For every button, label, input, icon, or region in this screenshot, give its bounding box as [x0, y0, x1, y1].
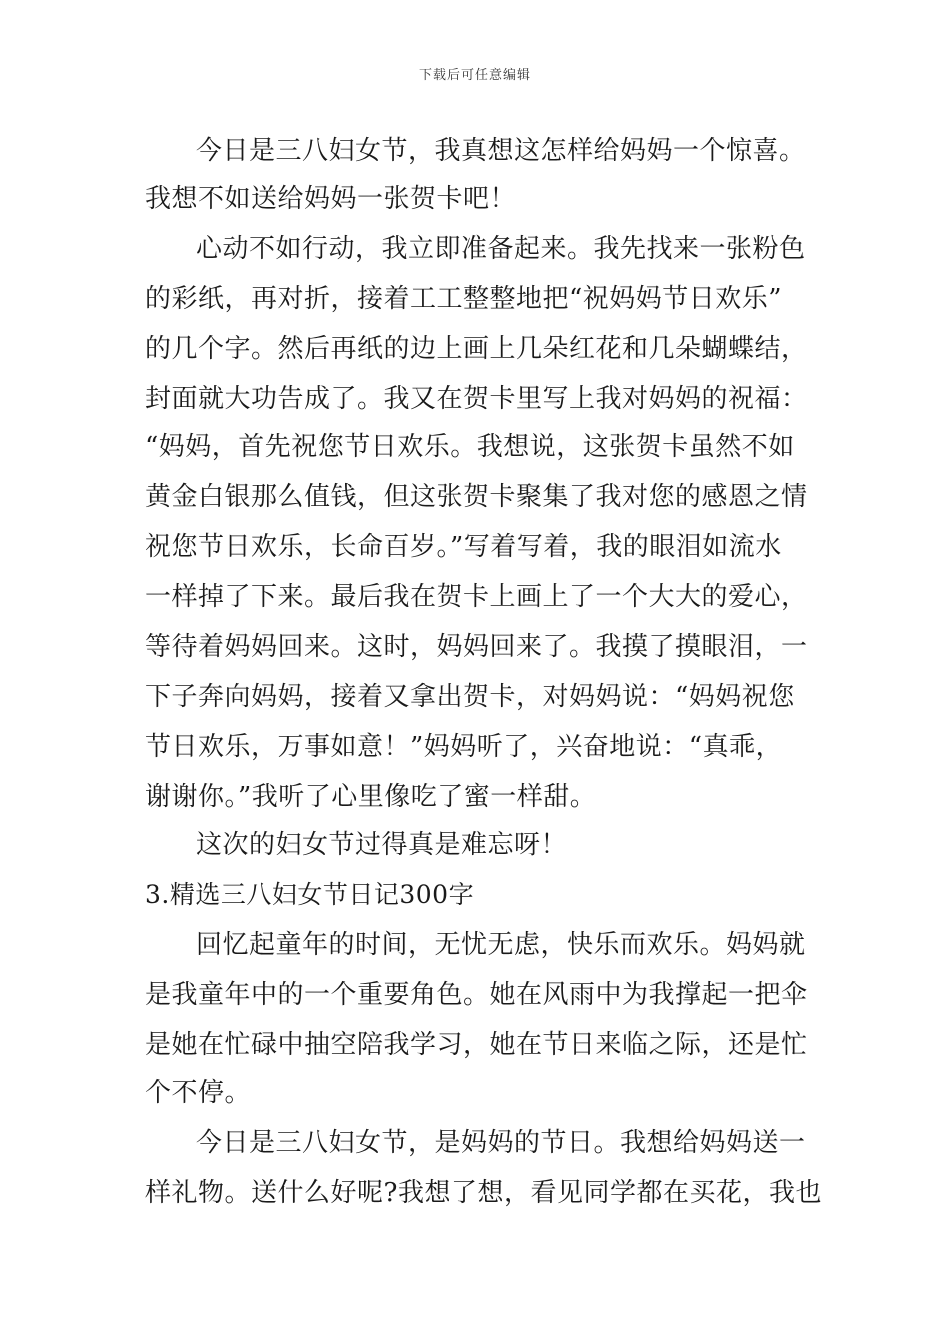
text-line: 是我童年中的一个重要角色。她在风雨中为我撑起一把伞 — [145, 980, 808, 1010]
text-line: 心动不如行动，我立即准备起来。我先找来一张粉色 — [196, 234, 806, 264]
text-line: 的几个字。然后再纸的边上画上几朵红花和几朵蝴蝶结， — [145, 334, 808, 364]
text-line: 的彩纸，再对折，接着工工整整地把“祝妈妈节日欢乐” — [145, 284, 783, 314]
text-line: 个不停。 — [145, 1078, 252, 1108]
text-line: 等待着妈妈回来。这时，妈妈回来了。我摸了摸眼泪，一 — [145, 632, 808, 662]
text-line: 祝您节日欢乐，长命百岁。”写着写着，我的眼泪如流水 — [145, 532, 782, 562]
page-header-note: 下载后可任意编辑 — [418, 68, 531, 83]
text-line: 回忆起童年的时间，无忧无虑，快乐而欢乐。妈妈就 — [196, 930, 806, 960]
text-line: 谢谢你。”我听了心里像吃了蜜一样甜。 — [145, 782, 597, 812]
text-line: 一样掉了下来。最后我在贺卡上画上了一个大大的爱心， — [145, 582, 808, 612]
text-line: “妈妈，首先祝您节日欢乐。我想说，这张贺卡虽然不如 — [145, 432, 795, 462]
text-line: 下子奔向妈妈，接着又拿出贺卡，对妈妈说：“妈妈祝您 — [145, 682, 795, 712]
text-line: 今日是三八妇女节，我真想这怎样给妈妈一个惊喜。 — [196, 136, 806, 166]
text-line: 样礼物。送什么好呢?我想了想，看见同学都在买花，我也 — [145, 1178, 822, 1208]
section-heading: 3.精选三八妇女节日记300字 — [145, 880, 475, 909]
text-line: 封面就大功告成了。我又在贺卡里写上我对妈妈的祝福： — [145, 384, 808, 414]
text-line: 是她在忙碌中抽空陪我学习，她在节日来临之际，还是忙 — [145, 1030, 808, 1060]
text-line: 我想不如送给妈妈一张贺卡吧！ — [145, 184, 517, 214]
text-line: 今日是三八妇女节，是妈妈的节日。我想给妈妈送一 — [196, 1128, 806, 1158]
text-line: 节日欢乐，万事如意！”妈妈听了，兴奋地说：“真乖， — [145, 732, 783, 762]
text-line: 黄金白银那么值钱，但这张贺卡聚集了我对您的感恩之情 — [145, 482, 808, 512]
text-line: 这次的妇女节过得真是难忘呀！ — [196, 830, 568, 860]
